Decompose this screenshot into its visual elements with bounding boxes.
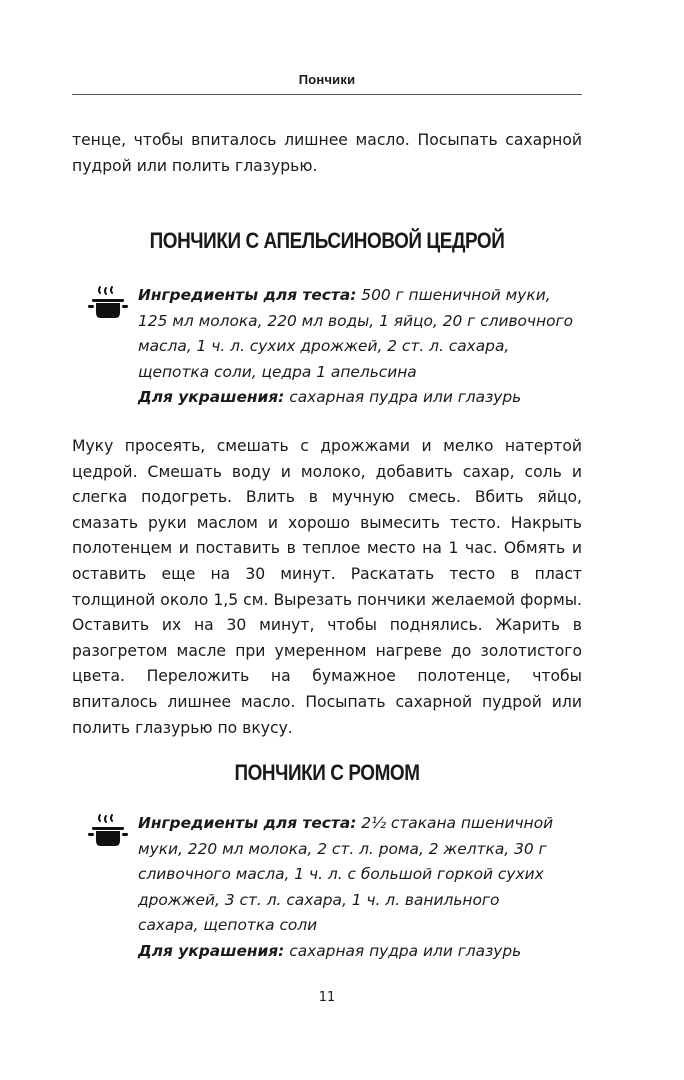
recipe-title-rum: ПОНЧИКИ С РОМОМ xyxy=(234,760,420,785)
cooking-pot-icon xyxy=(88,812,128,852)
running-head: Пончики xyxy=(298,72,356,87)
recipe-title-orange: ПОНЧИКИ С АПЕЛЬСИНОВОЙ ЦЕДРОЙ xyxy=(149,228,505,253)
header-rule xyxy=(72,94,582,95)
dough-ingredients: 2½ стакана пшеничной муки, 220 мл молока, 2 ст. л. рома, 2 желтка, 30 г сливочного масла, 1 ч. л. с большой горкой сухих дрожжей, 3 ст. л. сахара, 1 ч. л. ванильного сахара, щепотка соли xyxy=(138,814,554,935)
dough-ingredients: 500 г пшеничной муки, 125 мл молока, 220 мл воды, 1 яйцо, 20 г сливочного масла, 1 ч. л. сухих дрожжей, 2 ст. л. сахара, щепотка соли, цедра 1 апельсина xyxy=(138,286,574,381)
ingredients-block-rum xyxy=(138,811,563,965)
dough-label: Ингредиенты для теста: xyxy=(138,286,357,304)
decor-label: Для украшения: xyxy=(138,388,285,407)
page-number: 11 xyxy=(318,990,336,1005)
decor-label: Для украшения: xyxy=(138,941,285,960)
dough-label: Ингредиенты для теста: xyxy=(138,814,357,832)
decor-ingredients: сахарная пудра или глазурь xyxy=(284,941,522,960)
decor-ingredients: сахарная пудра или глазурь xyxy=(284,388,522,407)
ingredients-block-orange xyxy=(138,283,578,411)
method-paragraph-orange: Муку просеять, смешать с дрожжами и мелко натертой цедрой. Смешать воду и молоко, добавить сахар, соль и слегка подогреть. Влить в мучную смесь. Вбить яйцо, смазать руки маслом и хорошо вымесить тесто. Накрыть полотенцем и поставить в теплое место на 1 час. Обмять и оставить еще на 30 минут. Раскатать тесто в пласт толщиной около 1,5 см. Вырезать пончики желаемой формы. Оставить их на 30 минут, чтобы поднялись. Жарить в разогретом масле при умеренном нагреве до золотистого цвета. Переложить на бумажное полотенце, чтобы впиталось лишнее масло. Посыпать сахарной пудрой или полить глазурью по вкусу. xyxy=(72,437,582,737)
cooking-pot-icon xyxy=(88,284,128,324)
intro-paragraph: тенце, чтобы впиталось лишнее масло. Посыпать сахарной пудрой или полить глазурью. xyxy=(72,131,582,175)
